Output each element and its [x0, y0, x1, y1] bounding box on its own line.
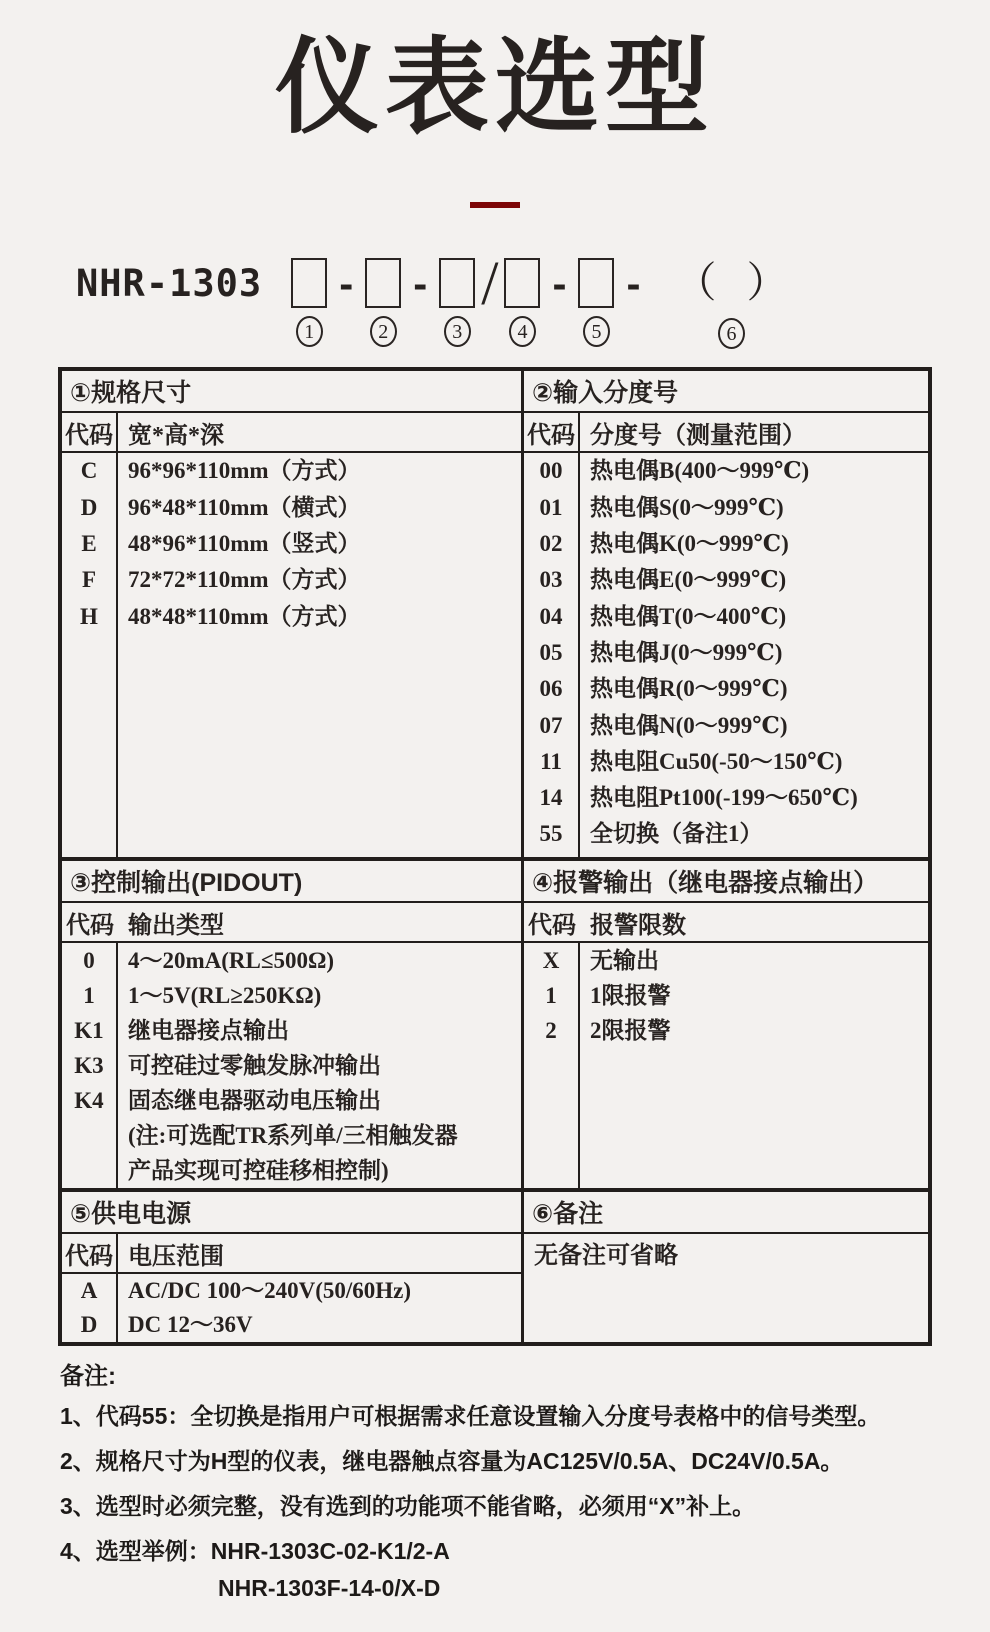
code-cell: 02 [539, 531, 563, 557]
section-title: ⑥备注 [524, 1192, 928, 1234]
position-marker-2 [370, 316, 397, 347]
table-band-1 [62, 371, 928, 857]
code-box-4 [504, 258, 540, 308]
value-cell: 热电阻Pt100(-199～650℃) [590, 785, 858, 811]
value-cell: 96*48*110mm（横式） [128, 494, 361, 520]
section-subheader [524, 903, 928, 943]
section-subheader [62, 903, 521, 943]
footnote-item: 2、规格尺寸为H型的仪表，继电器触点容量为AC125V/0.5A、DC24V/0.5A。 [60, 1448, 844, 1475]
spec-sheet-page [0, 30, 990, 1632]
code-cell: H [80, 603, 98, 629]
value-header: 输出类型 [128, 912, 224, 939]
value-header: 电压范围 [128, 1243, 224, 1270]
marker-digit: 3 [452, 320, 463, 343]
footnotes-title: 备注: [60, 1363, 116, 1391]
code-header: 代码 [62, 1234, 118, 1272]
separator-dash: - [413, 260, 428, 308]
model-code-line [76, 250, 990, 349]
value-cell: AC/DC 100～240V(50/60Hz) [128, 1278, 411, 1304]
model-slot-2 [362, 258, 404, 347]
section-remark [524, 1192, 928, 1342]
model-slot-3 [436, 258, 478, 347]
model-slot-1 [288, 258, 330, 347]
value-cell: 热电偶J(0～999℃) [590, 639, 783, 665]
code-cell: 05 [539, 639, 563, 665]
value-cell: 48*48*110mm（方式） [128, 603, 361, 629]
position-marker-5 [583, 316, 610, 347]
value-cell: 固态继电器驱动电压输出 [128, 1088, 381, 1114]
position-marker-3 [444, 316, 471, 347]
model-slot-6 [674, 258, 789, 349]
red-divider [470, 202, 520, 208]
value-column [118, 1274, 521, 1342]
marker-digit: 2 [378, 320, 389, 343]
value-cell: 72*72*110mm（方式） [128, 567, 361, 593]
value-cell: 热电阻Cu50(-50～150℃) [590, 748, 843, 774]
section-alarm-output [524, 861, 928, 1188]
separator-dash: - [339, 260, 354, 308]
code-cell: E [81, 531, 97, 557]
value-cell: 2限报警 [590, 1018, 671, 1044]
value-cell: 全切换（备注1） [590, 821, 763, 847]
code-header: 代码 [66, 912, 114, 939]
value-header: 宽*高*深 [128, 422, 224, 449]
code-cell: 55 [539, 821, 563, 847]
table-band-3 [62, 1188, 928, 1342]
code-cell: D [80, 494, 98, 520]
page-title: 仪表选型 [274, 30, 715, 146]
code-cell: 0 [83, 948, 95, 974]
section-spec-size [62, 371, 524, 857]
separator-dash: - [626, 260, 641, 308]
code-cell: 1 [545, 983, 557, 1009]
note-line: 产品实现可控硅移相控制) [128, 1158, 389, 1184]
position-marker-6 [718, 318, 745, 349]
value-cell: 热电偶N(0～999℃) [590, 712, 788, 738]
value-column [118, 943, 521, 1188]
value-cell: 热电偶S(0～999℃) [590, 494, 784, 520]
code-cell: A [80, 1278, 98, 1304]
value-cell: 无输出 [590, 948, 659, 974]
code-cell: 06 [539, 676, 563, 702]
value-cell: 继电器接点输出 [128, 1018, 289, 1044]
separator-dash: - [552, 260, 567, 308]
code-cell: 14 [539, 785, 563, 811]
section-body [62, 943, 521, 1188]
code-cell: 04 [539, 603, 563, 629]
section-title: ①规格尺寸 [62, 371, 521, 413]
code-header: 代码 [528, 912, 576, 939]
remark-note: 无备注可省略 [534, 1243, 678, 1270]
value-cell: 热电偶T(0～400℃) [590, 603, 787, 629]
code-column [62, 943, 118, 1188]
code-cell: 2 [545, 1018, 557, 1044]
marker-digit: 1 [304, 320, 315, 343]
value-header: 分度号（测量范围） [590, 422, 806, 449]
section-body [524, 943, 928, 1188]
footnote-item: 4、选型举例：NHR-1303C-02-K1/2-A [60, 1538, 450, 1565]
section-body [62, 1274, 521, 1342]
separator-slash: / [481, 250, 499, 319]
code-column [524, 943, 580, 1188]
code-cell: K3 [74, 1053, 104, 1079]
code-cell: K4 [74, 1088, 104, 1114]
value-cell: 热电偶B(400～999℃) [590, 458, 810, 484]
model-prefix: NHR-1303 [76, 262, 263, 306]
section-title: ⑤供电电源 [62, 1192, 521, 1234]
value-column [580, 943, 928, 1188]
section-input-graduation [524, 371, 928, 857]
value-cell: 4～20mA(RL≤500Ω) [128, 948, 335, 974]
code-cell: 01 [539, 494, 563, 520]
code-box-2 [365, 258, 401, 308]
footnotes [60, 1360, 990, 1602]
value-cell: 1～5V(RL≥250KΩ) [128, 983, 322, 1009]
code-column [62, 453, 118, 857]
section-body [524, 453, 928, 857]
paren-close: ） [746, 261, 789, 308]
code-cell: F [81, 567, 97, 593]
value-cell: 热电偶R(0～999℃) [590, 676, 788, 702]
marker-digit: 5 [591, 320, 602, 343]
value-cell: 热电偶K(0～999℃) [590, 531, 789, 557]
footnote-item: 3、选型时必须完整，没有选到的功能项不能省略，必须用“X”补上。 [60, 1493, 756, 1520]
section-title: ③控制输出(PIDOUT) [62, 861, 521, 903]
section-body [62, 453, 521, 857]
value-cell: DC 12～36V [128, 1312, 253, 1338]
code-box-5 [578, 258, 614, 308]
position-marker-4 [509, 316, 536, 347]
section-title: ②输入分度号 [524, 371, 928, 413]
model-slot-4 [501, 258, 543, 347]
value-cell: 1限报警 [590, 983, 671, 1009]
value-column [118, 453, 521, 857]
model-slot-5 [575, 258, 617, 347]
paren-open: （ [674, 261, 717, 308]
position-marker-1 [296, 316, 323, 347]
section-subheader [62, 413, 521, 453]
code-header: 代码 [524, 413, 580, 451]
code-cell: 1 [83, 983, 95, 1009]
code-cell: 03 [539, 567, 563, 593]
value-cell: 48*96*110mm（竖式） [128, 531, 361, 557]
code-header: 代码 [62, 413, 118, 451]
value-cell: 热电偶E(0～999℃) [590, 567, 787, 593]
selection-table [58, 367, 932, 1346]
section-title: ④报警输出（继电器接点输出） [524, 861, 928, 903]
section-control-output [62, 861, 524, 1188]
footnote-item: 1、代码55：全切换是指用户可根据需求任意设置输入分度号表格中的信号类型。 [60, 1403, 881, 1430]
marker-digit: 4 [517, 320, 528, 343]
value-cell: 可控硅过零触发脉冲输出 [128, 1053, 381, 1079]
code-cell: D [80, 1312, 98, 1338]
remark-parens [674, 258, 788, 310]
code-cell: 11 [540, 748, 562, 774]
note-line: (注:可选配TR系列单/三相触发器 [128, 1123, 458, 1149]
footnote-example-2: NHR-1303F-14-0/X-D [218, 1575, 441, 1602]
code-cell: 00 [539, 458, 563, 484]
section-power-supply [62, 1192, 524, 1342]
table-band-2 [62, 857, 928, 1188]
value-cell: 96*96*110mm（方式） [128, 458, 361, 484]
section-subheader [524, 413, 928, 453]
code-box-1 [291, 258, 327, 308]
code-cell: 07 [539, 712, 563, 738]
code-column [524, 453, 580, 857]
section-subheader [62, 1234, 521, 1274]
code-box-3 [439, 258, 475, 308]
code-column [62, 1274, 118, 1342]
marker-digit: 6 [726, 322, 737, 345]
code-cell: X [542, 948, 560, 974]
code-cell: K1 [74, 1018, 104, 1044]
code-cell: C [80, 458, 98, 484]
value-column [580, 453, 928, 857]
value-header: 报警限数 [590, 912, 686, 939]
